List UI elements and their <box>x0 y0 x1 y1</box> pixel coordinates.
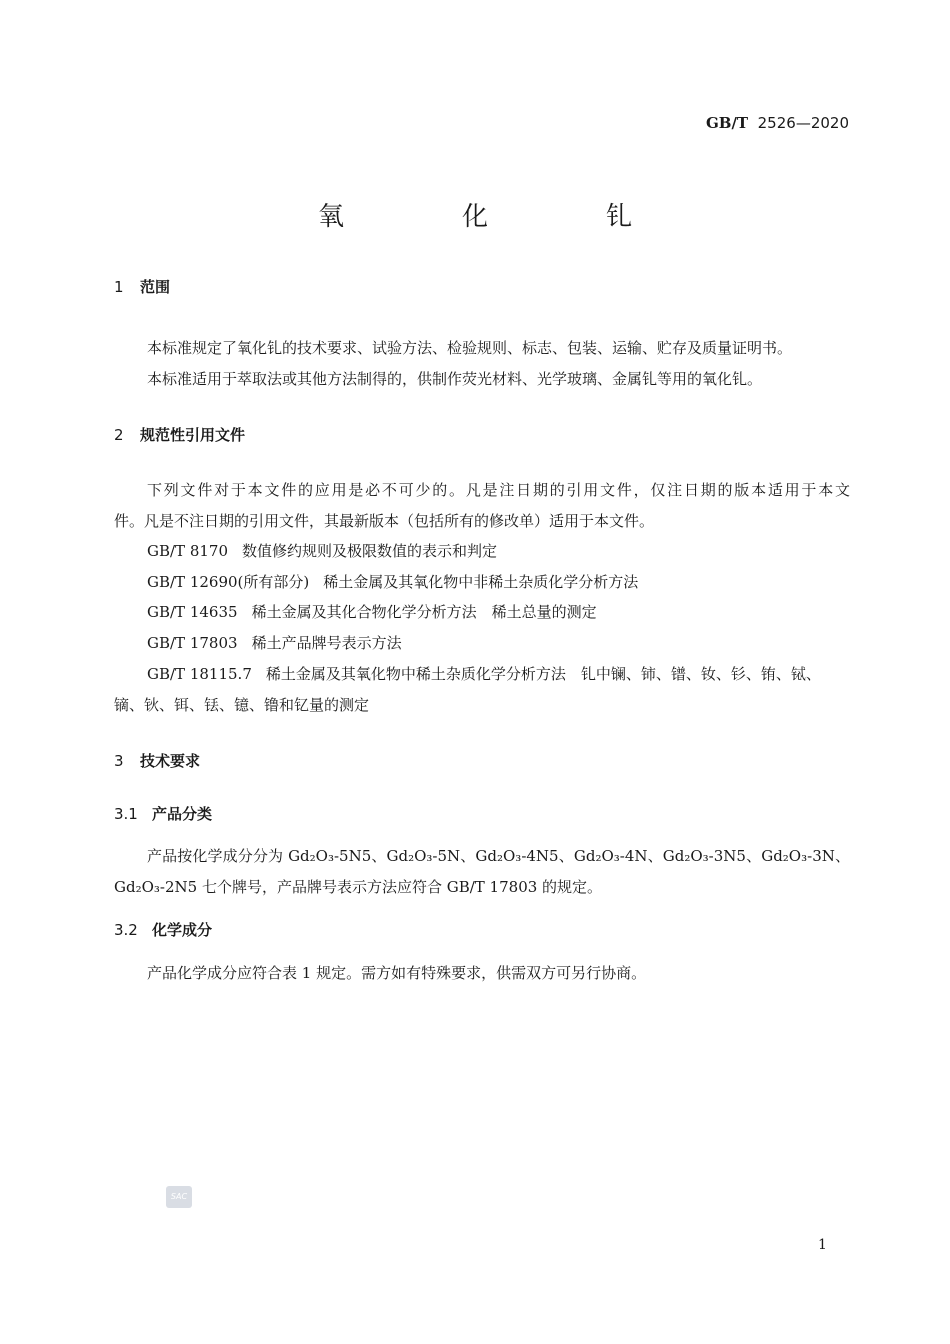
reference-item: GB/T 18115.7 稀土金属及其氧化物中稀土杂质化学分析方法 钆中镧、铈、镨、钕、钐、铕、铽、 <box>147 665 821 683</box>
document-title: 氧 化 钆 <box>317 202 678 232</box>
section-1-heading: 1 范围 <box>114 278 171 296</box>
section-3-heading: 3 技术要求 <box>114 752 201 770</box>
section-2-intro-line-1: 下列文件对于本文件的应用是必不可少的。凡是注日期的引用文件，仅注日期的版本适用于本文 <box>147 481 850 499</box>
section-3-1-heading: 3.1 产品分类 <box>114 805 213 823</box>
section-2-intro-line-2: 件。凡是不注日期的引用文件，其最新版本（包括所有的修改单）适用于本文件。 <box>114 512 655 530</box>
reference-item: GB/T 8170 数值修约规则及极限数值的表示和判定 <box>147 542 498 560</box>
section-3-2-paragraph: 产品化学成分应符合表 1 规定。需方如有特殊要求，供需双方可另行协商。 <box>147 964 647 982</box>
reference-item: GB/T 17803 稀土产品牌号表示方法 <box>147 634 402 652</box>
page-number: 1 <box>818 1237 827 1253</box>
section-3-1-line-2: Gd₂O₃-2N5 七个牌号，产品牌号表示方法应符合 GB/T 17803 的规定。 <box>114 878 603 896</box>
section-3-1-line-1: 产品按化学成分分为 Gd₂O₃-5N5、Gd₂O₃-5N、Gd₂O₃-4N5、Gd₂O₃-4N、Gd₂O₃-3N5、Gd₂O₃-3N、 <box>147 847 850 865</box>
section-1-paragraph-2: 本标准适用于萃取法或其他方法制得的，供制作荧光材料、光学玻璃、金属钆等用的氧化钆。 <box>147 370 763 388</box>
sac-logo: SAC <box>166 1186 192 1208</box>
standard-number: GB/T 2526—2020 <box>705 114 849 132</box>
section-2-heading: 2 规范性引用文件 <box>114 426 246 444</box>
section-1-paragraph-1: 本标准规定了氧化钆的技术要求、试验方法、检验规则、标志、包装、运输、贮存及质量证明书。 <box>147 339 793 357</box>
reference-item: GB/T 12690(所有部分) 稀土金属及其氧化物中非稀土杂质化学分析方法 <box>147 573 639 591</box>
section-3-2-heading: 3.2 化学成分 <box>114 921 213 939</box>
reference-item: GB/T 14635 稀土金属及其化合物化学分析方法 稀土总量的测定 <box>147 603 597 621</box>
reference-item-continuation: 镝、钬、铒、铥、镱、镥和钇量的测定 <box>114 696 370 714</box>
